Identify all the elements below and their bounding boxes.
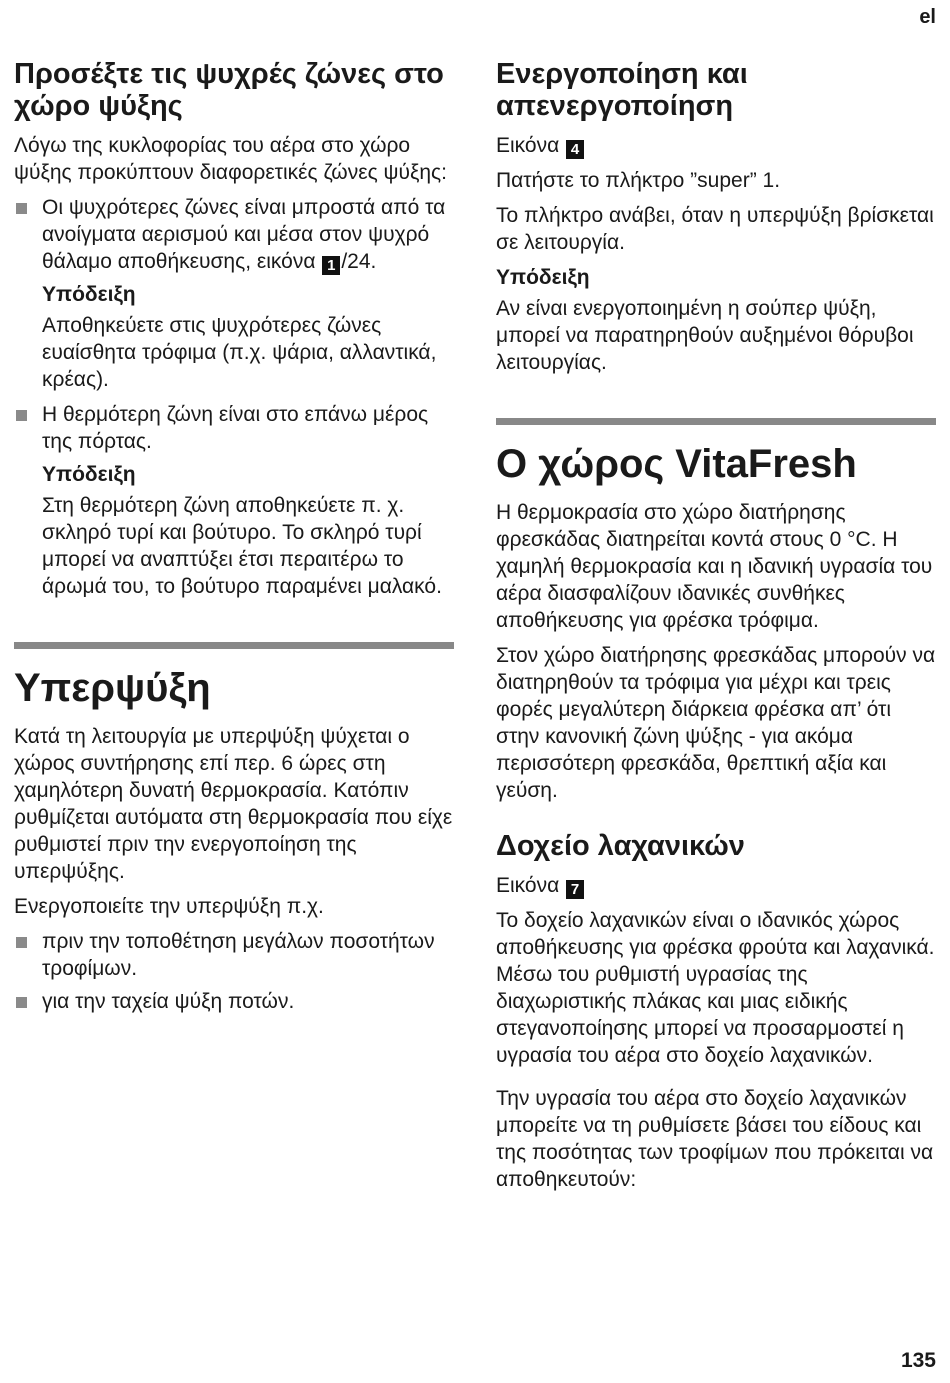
paragraph-supercool: Κατά τη λειτουργία με υπερψύξη ψύχεται ο χώρος συντήρησης επί περ. 6 ώρες στη χαμηλότερη δυνατή θερμοκρασία. Κατόπιν ρυθμίζεται αυτόματα στη θερμοκρασία που είχε ρυθμιστεί πριν την ενεργοποίηση της υπερψύξης. — [14, 725, 453, 883]
bullet-text: για την ταχεία ψύξη ποτών. — [42, 990, 295, 1013]
paragraph-key-lights: Το πλήκτρο ανάβει, όταν η υπερψύξη βρίσκεται σε λειτουργία. — [496, 204, 934, 254]
paragraph-vitafresh-temp: Η θερμοκρασία στο χώρο διατήρησης φρεσκάδας διατηρείται κοντά στους 0 °C. Η χαμηλή θερμοκρασία και η ιδανική υγρασία του αέρα διασφαλίζουν ιδανικές συνθήκες αποθήκευσης για φρέσκα τρόφιμα. — [496, 501, 933, 632]
paragraph-cold-zones: Λόγω της κυκλοφορίας του αέρα στο χώρο ψύξης προκύπτουν διαφορετικές ζώνες ψύξης: — [14, 134, 448, 184]
page-number: 135 — [900, 1349, 936, 1372]
language-code: el — [919, 6, 936, 28]
section-divider — [496, 418, 936, 425]
note-heading: Υπόδειξη — [42, 463, 136, 486]
figure-reference: Εικόνα 7 — [496, 872, 936, 899]
bullet-square-icon — [16, 203, 27, 214]
section-divider — [14, 642, 454, 649]
note-heading: Υπόδειξη — [496, 266, 590, 289]
bullet-square-icon — [16, 937, 27, 948]
note-text: Στη θερμότερη ζώνη αποθηκεύετε π. χ. σκληρό τυρί και βούτυρο. Το σκληρό τυρί μπορεί να αναπτύξει έτσι περαιτέρω το άρωμά του, το βούτυρο παραμένει μαλακό. — [42, 494, 442, 598]
list-item — [14, 401, 454, 455]
bullet-square-icon — [16, 997, 27, 1008]
figure-number-badge: 7 — [566, 880, 584, 899]
figure-reference: Εικόνα 4 — [496, 132, 936, 159]
heading-supercool: Υπερψύξη — [14, 666, 211, 710]
heading-vegetable-container: Δοχείο λαχανικών — [496, 830, 745, 862]
list-item — [14, 194, 454, 275]
paragraph-humidity: Την υγρασία του αέρα στο δοχείο λαχανικών μπορείτε να τη ρυθμίσετε βάσει του είδους και της ποσότητας των τροφίμων που πρόκειται να αποθηκευτούν: — [496, 1087, 934, 1191]
paragraph-vitafresh-duration: Στον χώρο διατήρησης φρεσκάδας μπορούν να διατηρηθούν τα τρόφιμα για μέχρι και τρεις φορές μεγαλύτερη διάρκεια φρέσκα απ’ ότι στην κανονική ζώνη ψύξης - για ακόμα περισσότερη φρεσκάδα, θρεπτική αξία και γεύση. — [496, 644, 936, 802]
note-text: Αποθηκεύετε στις ψυχρότερες ζώνες ευαίσθητα τρόφιμα (π.χ. ψάρια, αλλαντικά, κρέας). — [42, 314, 437, 391]
bullet-text: Οι ψυχρότερες ζώνες είναι μπροστά από τα ανοίγματα αερισμού και μέσα στον ψυχρό θάλαμο αποθήκευσης, εικόνα 1 /24. — [42, 196, 446, 274]
bullet-text: πριν την τοποθέτηση μεγάλων ποσοτήτων τροφίμων. — [42, 930, 435, 980]
note-block — [14, 461, 454, 600]
bullet-text: Η θερμότερη ζώνη είναι στο επάνω μέρος της πόρτας. — [42, 403, 429, 453]
list-item — [14, 928, 454, 982]
note-text: Αν είναι ενεργοποιημένη η σούπερ ψύξη, μπορεί να παρατηρηθούν αυξημένοι θόρυβοι λειτουργίας. — [496, 297, 914, 374]
heading-on-off: Ενεργοποίηση και απενεργοποίηση — [496, 58, 748, 122]
left-column — [14, 58, 454, 1021]
paragraph-press-key: Πατήστε το πλήκτρο ”super” 1. — [496, 169, 781, 192]
figure-number-badge: 1 — [322, 256, 340, 275]
figure-number-badge: 4 — [566, 140, 584, 159]
right-column — [496, 58, 936, 1201]
list-item — [14, 988, 454, 1015]
paragraph-vegetable-container: Το δοχείο λαχανικών είναι ο ιδανικός χώρος αποθήκευσης για φρέσκα φρούτα και λαχανικά. Μέσω του ρυθμιστή υγρασίας της διαχωριστικής πλάκας και μιας ειδικής στεγανοποίησης μπορεί να προσαρμοστεί η υγρασία του αέρα στο δοχείο λαχανικών. — [496, 909, 935, 1067]
note-block — [14, 281, 454, 393]
bullet-square-icon — [16, 410, 27, 421]
heading-vitafresh: Ο χώρος VitaFresh — [496, 442, 857, 486]
heading-cold-zones: Προσέξτε τις ψυχρές ζώνες στο χώρο ψύξης — [14, 58, 444, 122]
paragraph-supercool-usage: Ενεργοποιείτε την υπερψύξη π.χ. — [14, 895, 324, 918]
note-heading: Υπόδειξη — [42, 283, 136, 306]
